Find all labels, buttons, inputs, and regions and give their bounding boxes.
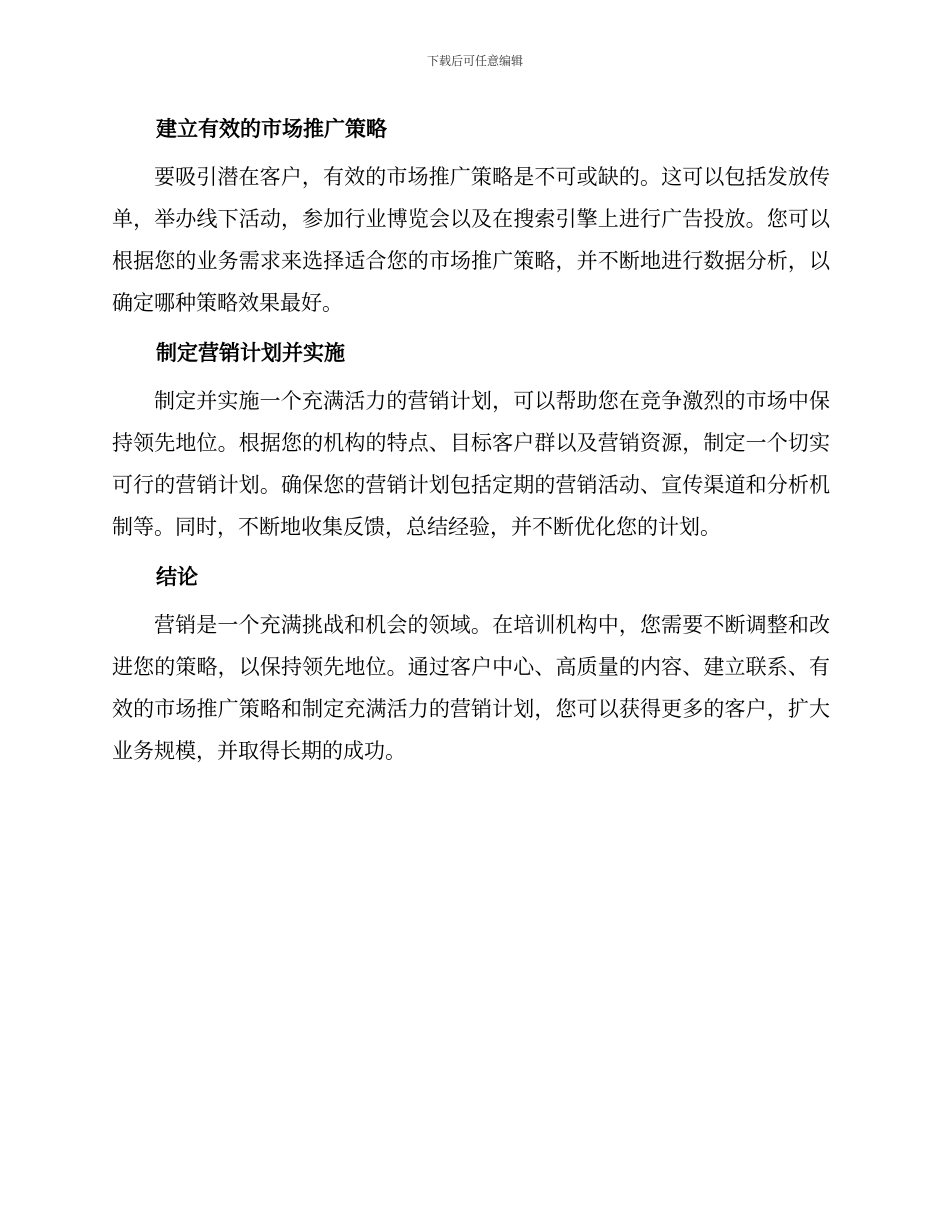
section-heading: 建立有效的市场推广策略 — [156, 116, 387, 141]
section-marketing-strategy — [112, 108, 830, 324]
page-header: 下载后可任意编辑 — [426, 54, 523, 68]
section-heading: 制定营销计划并实施 — [156, 340, 345, 365]
section-paragraph: 制定并实施一个充满活力的营销计划，可以帮助您在竞争激烈的市场中保持领先地位。根据您的机构的特点、目标客户群以及营销资源，制定一个切实可行的营销计划。确保您的营销计划包括定期的营销活动、宣传渠道和分析机制等。同时，不断地收集反馈，总结经验，并不断优化您的计划。 — [112, 389, 830, 539]
section-conclusion — [112, 556, 830, 772]
section-paragraph: 要吸引潜在客户，有效的市场推广策略是不可或缺的。这可以包括发放传单，举办线下活动，参加行业博览会以及在搜索引擎上进行广告投放。您可以根据您的业务需求来选择适合您的市场推广策略，并不断地进行数据分析，以确定哪种策略效果最好。 — [112, 165, 830, 315]
section-heading: 结论 — [156, 564, 198, 589]
section-paragraph: 营销是一个充满挑战和机会的领域。在培训机构中，您需要不断调整和改进您的策略，以保持领先地位。通过客户中心、高质量的内容、建立联系、有效的市场推广策略和制定充满活力的营销计划，您可以获得更多的客户，扩大业务规模，并取得长期的成功。 — [112, 613, 830, 763]
document-body — [112, 108, 830, 780]
section-marketing-plan — [112, 332, 830, 548]
